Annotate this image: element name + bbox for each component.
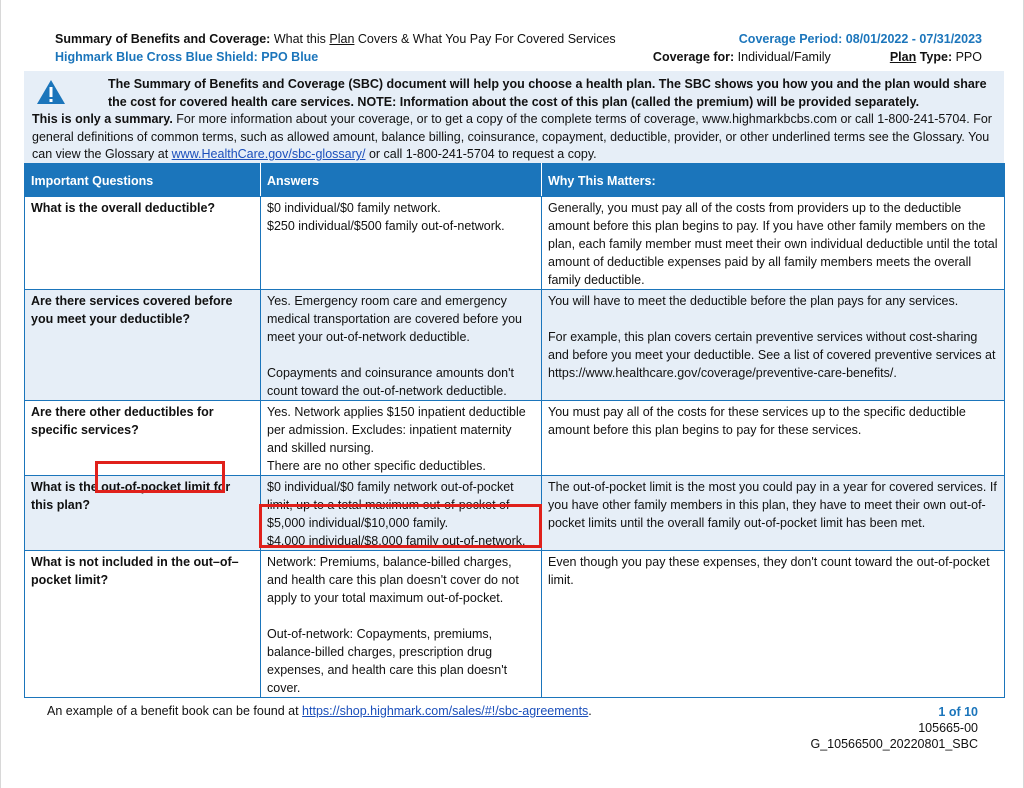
why-cell: You must pay all of the costs for these services up to the specific deductible amount before this plan begins to pay for these services. bbox=[542, 401, 1005, 476]
sbc-notice bbox=[24, 71, 1004, 164]
why-cell: Even though you pay these expenses, they don't count toward the out-of-pocket limit. bbox=[542, 551, 1005, 698]
notice-end: or call 1-800-241-5704 to request a copy. bbox=[365, 147, 597, 161]
glossary-link[interactable]: www.HealthCare.gov/sbc-glossary/ bbox=[171, 147, 366, 161]
page-number: 1 of 10 bbox=[938, 705, 978, 719]
question-cell: Are there other deductibles for specific services? bbox=[25, 401, 261, 476]
table-row bbox=[25, 290, 1005, 401]
document-code: 105665-00 bbox=[918, 721, 978, 735]
coverage-for: Coverage for: Individual/Family Plan Type: PPO bbox=[652, 50, 982, 64]
table-row bbox=[25, 551, 1005, 698]
why-cell: Generally, you must pay all of the costs from providers up to the deductible amount before this plan begins to pay. If you have other family members on the plan, each family member must meet their own individual deductible until the total amount of deductible expenses paid by all family members meets the overall family deductible. bbox=[542, 197, 1005, 290]
question-cell: Are there services covered before you meet your deductible? bbox=[25, 290, 261, 401]
answer-cell: Network: Premiums, balance-billed charges, and health care this plan doesn't cover do not apply to your total maximum out-of-pocket. Out-of-network: Copayments, premiums, balance-billed charges, prescription drug expenses, and health care this plan doesn't cover. bbox=[261, 551, 542, 698]
header-why-this-matters: Why This Matters: bbox=[542, 164, 1005, 197]
header-important-questions: Important Questions bbox=[25, 164, 261, 197]
notice-summary-label: This is only a summary. bbox=[32, 112, 173, 126]
coverage-period: Coverage Period: 08/01/2022 - 07/31/2023 bbox=[738, 32, 982, 46]
answer-cell: Yes. Network applies $150 inpatient deductible per admission. Excludes: inpatient maternity and skilled nursing. There are no other specific deductibles. bbox=[261, 401, 542, 476]
benefit-book-note: An example of a benefit book can be found at https://shop.highmark.com/sales/#!/sbc-agreements. bbox=[47, 704, 592, 718]
notice-intro: The Summary of Benefits and Coverage (SBC) document will help you choose a health plan. The SBC shows you how you and the plan would share the cost for covered health care services. NOTE: Information about the cost of this plan (called the premium) will be provided separately. bbox=[108, 77, 987, 109]
table-row bbox=[25, 476, 1005, 551]
answer-cell: $0 individual/$0 family network out-of-pocket limit, up to a total maximum out-of-pocket of $5,000 individual/$10,000 family. $4,000 individual/$8,000 family out-of-network. bbox=[261, 476, 542, 551]
question-cell: What is not included in the out–of–pocket limit? bbox=[25, 551, 261, 698]
benefits-table bbox=[24, 163, 1004, 698]
document-id: G_10566500_20220801_SBC bbox=[810, 737, 978, 751]
question-cell: What is the out-of-pocket limit for this plan? bbox=[25, 476, 261, 551]
why-cell: You will have to meet the deductible before the plan pays for any services. For example, this plan covers certain preventive services without cost-sharing and before you meet your deductible. See a list of covered preventive services at https://www.healthcare.gov/coverage/preventive-care-benefits/. bbox=[542, 290, 1005, 401]
notice-body: For more information about your coverage, or to get a copy of the complete terms of coverage, www.highmarkbcbs.com or call 1-800-241-5704. For general definitions of common terms, such as allowed amount, balance billing, coinsurance, copayment, deductible, provider, or other underlined terms see the Glossary. You can view the Glossary at bbox=[32, 112, 992, 161]
table-row bbox=[25, 401, 1005, 476]
warning-icon bbox=[36, 79, 66, 105]
table-row bbox=[25, 197, 1005, 290]
question-cell: What is the overall deductible? bbox=[25, 197, 261, 290]
plan-name: Highmark Blue Cross Blue Shield: PPO Blue bbox=[55, 50, 319, 64]
header-answers: Answers bbox=[261, 164, 542, 197]
answer-cell: $0 individual/$0 family network. $250 individual/$500 family out-of-network. bbox=[261, 197, 542, 290]
page-footer bbox=[810, 704, 978, 752]
sbc-agreements-link[interactable]: https://shop.highmark.com/sales/#!/sbc-agreements bbox=[302, 704, 589, 718]
table-header-row bbox=[25, 164, 1005, 197]
why-cell: The out-of-pocket limit is the most you could pay in a year for covered services. If you have other family members in this plan, they have to meet their own out-of-pocket limits until the overall family out-of-pocket limit has been met. bbox=[542, 476, 1005, 551]
document-header bbox=[55, 30, 982, 66]
summary-title: Summary of Benefits and Coverage: What this Plan Covers & What You Pay For Covered Services bbox=[55, 32, 616, 46]
answer-cell: Yes. Emergency room care and emergency medical transportation are covered before you meet your out-of-network deductible. Copayments and coinsurance amounts don't count toward the out-of-network deductible. bbox=[261, 290, 542, 401]
